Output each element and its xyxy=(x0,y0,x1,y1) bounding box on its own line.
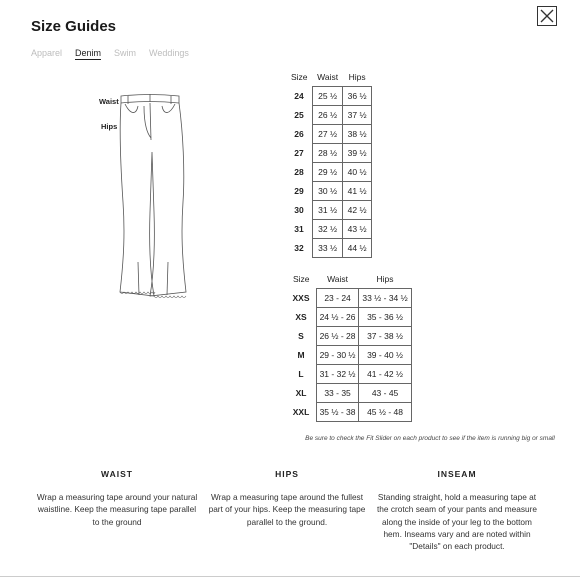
hips-guide-title: HIPS xyxy=(275,469,299,479)
size-cell: XXS xyxy=(292,293,310,303)
waist-cell: 26 ½ xyxy=(313,106,343,125)
waist-cell: 30 ½ xyxy=(313,182,343,201)
size-cell: 31 xyxy=(294,224,304,234)
tab-apparel[interactable]: Apparel xyxy=(31,48,63,58)
tab-swim[interactable]: Swim xyxy=(114,48,137,58)
table-row xyxy=(286,125,372,144)
waist-cell: 31 ½ xyxy=(313,201,343,220)
size-cell: 24 xyxy=(294,91,304,101)
column-header: Waist xyxy=(317,72,339,82)
hips-cell: 39 ½ xyxy=(343,144,372,163)
table-row xyxy=(286,365,412,384)
size-cell: XS xyxy=(295,312,307,322)
hips-cell: 37 ½ xyxy=(343,106,372,125)
table-row xyxy=(286,182,372,201)
size-cell: S xyxy=(298,331,304,341)
size-cell: XXL xyxy=(292,407,310,417)
column-header: Waist xyxy=(327,274,349,284)
table-row xyxy=(286,144,372,163)
hips-cell: 42 ½ xyxy=(343,201,372,220)
waist-guide-title: WAIST xyxy=(101,469,133,479)
hips-cell: 41 - 42 ½ xyxy=(359,365,412,384)
column-header: Hips xyxy=(348,72,366,82)
size-cell: 25 xyxy=(294,110,304,120)
inseam-guide-title: INSEAM xyxy=(437,469,477,479)
size-cell: 26 xyxy=(294,129,304,139)
inseam-guide xyxy=(376,469,538,552)
table-row xyxy=(286,346,412,365)
column-header: Size xyxy=(292,274,310,285)
table-row xyxy=(286,403,412,422)
figure-waist-label: Waist xyxy=(99,97,119,106)
numeric-size-table xyxy=(286,68,372,258)
size-cell: XL xyxy=(295,388,307,398)
size-cell: 32 xyxy=(294,243,304,253)
hips-cell: 40 ½ xyxy=(343,163,372,182)
size-cell: 29 xyxy=(294,186,304,196)
table-header-row xyxy=(286,270,412,289)
waist-cell: 33 - 35 xyxy=(317,384,359,403)
waist-cell: 31 - 32 ½ xyxy=(317,365,359,384)
table-row xyxy=(286,239,372,258)
size-cell: 30 xyxy=(294,205,304,215)
hips-guide xyxy=(206,469,368,528)
table-row xyxy=(286,384,412,403)
hips-cell: 36 ½ xyxy=(343,87,372,106)
waist-cell: 33 ½ xyxy=(313,239,343,258)
tab-denim[interactable]: Denim xyxy=(75,48,102,58)
inseam-guide-text: Standing straight, hold a measuring tape at the crotch seam of your pants and measure along the inside of your leg to the bottom hem. Inseams vary and are noted within "Details" on each product. xyxy=(376,492,538,552)
waist-cell: 32 ½ xyxy=(313,220,343,239)
letter-size-table xyxy=(286,270,412,422)
hips-cell: 44 ½ xyxy=(343,239,372,258)
table-row xyxy=(286,308,412,327)
hips-cell: 35 - 36 ½ xyxy=(359,308,412,327)
hips-cell: 43 - 45 xyxy=(359,384,412,403)
hips-guide-text: Wrap a measuring tape around the fullest part of your hips. Keep the measuring tape parallel to the ground. xyxy=(208,492,366,527)
hips-cell: 37 - 38 ½ xyxy=(359,327,412,346)
waist-cell: 27 ½ xyxy=(313,125,343,144)
waist-cell: 26 ½ - 28 xyxy=(317,327,359,346)
figure-hips-label: Hips xyxy=(101,122,118,131)
bottom-divider xyxy=(0,576,580,577)
hips-cell: 38 ½ xyxy=(343,125,372,144)
waist-cell: 28 ½ xyxy=(313,144,343,163)
table-row xyxy=(286,289,412,308)
waist-cell: 29 - 30 ½ xyxy=(317,346,359,365)
close-button[interactable] xyxy=(537,6,557,26)
waist-cell: 25 ½ xyxy=(313,87,343,106)
jeans-illustration xyxy=(108,92,198,304)
hips-cell: 43 ½ xyxy=(343,220,372,239)
hips-cell: 33 ½ - 34 ½ xyxy=(359,289,412,308)
waist-cell: 35 ½ - 38 xyxy=(317,403,359,422)
page-title: Size Guides xyxy=(31,18,117,35)
table-row xyxy=(286,201,372,220)
waist-guide-text: Wrap a measuring tape around your natural waistline. Keep the measuring tape parallel to the ground xyxy=(36,492,198,527)
size-cell: 28 xyxy=(294,167,304,177)
table-row xyxy=(286,327,412,346)
waist-cell: 23 - 24 xyxy=(317,289,359,308)
column-header: Size xyxy=(290,72,308,83)
size-cell: 27 xyxy=(294,148,304,158)
waist-guide xyxy=(36,469,198,528)
table-row xyxy=(286,220,372,239)
size-guide-tabs xyxy=(31,48,189,60)
waist-cell: 29 ½ xyxy=(313,163,343,182)
column-header: Hips xyxy=(376,274,394,284)
hips-cell: 41 ½ xyxy=(343,182,372,201)
waist-cell: 24 ½ - 26 xyxy=(317,308,359,327)
table-row xyxy=(286,163,372,182)
hips-cell: 45 ½ - 48 xyxy=(359,403,412,422)
table-header-row xyxy=(286,68,372,87)
tab-weddings[interactable]: Weddings xyxy=(149,48,189,58)
size-cell: M xyxy=(297,350,305,360)
close-icon xyxy=(538,7,556,25)
table-row xyxy=(286,87,372,106)
hips-cell: 39 - 40 ½ xyxy=(359,346,412,365)
size-cell: L xyxy=(298,369,304,379)
fit-slider-note: Be sure to check the Fit Slider on each product to see if the item is running big or small xyxy=(305,435,555,442)
table-row xyxy=(286,106,372,125)
